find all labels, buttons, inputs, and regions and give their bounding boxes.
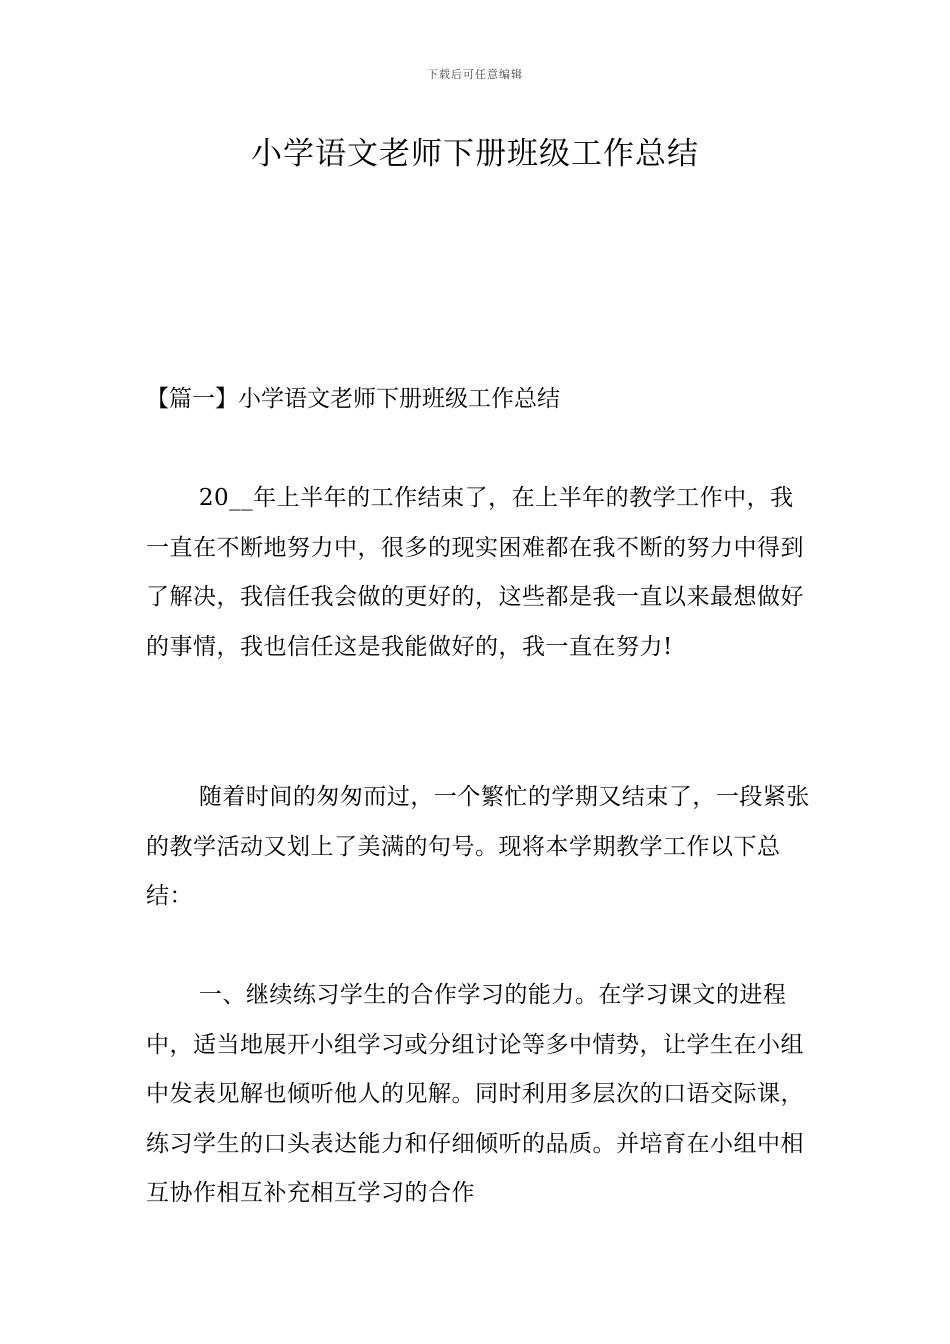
download-note: 下载后可任意编辑	[427, 68, 523, 81]
section-heading: 【篇一】小学语文老师下册班级工作总结	[146, 386, 560, 412]
paragraph-1: 20__年上半年的工作结束了，在上半年的教学工作中，我一直在不断地努力中，很多的现实困难都在我不断的努力中得到了解决，我信任我会做的更好的，这些都是我一直以来最想做好的事情，我也信任这是我能做好的，我一直在努力!	[146, 485, 804, 660]
paragraph-3: 一、继续练习学生的合作学习的能力。在学习课文的进程中，适当地展开小组学习或分组讨论等多中情势，让学生在小组中发表见解也倾听他人的见解。同时利用多层次的口语交际课，练习学生的口头表达能力和仔细倾听的品质。并培育在小组中相互协作相互补充相互学习的合作	[146, 982, 804, 1206]
document-title: 小学语文老师下册班级工作总结	[251, 136, 699, 172]
paragraph-2: 随着时间的匆匆而过，一个繁忙的学期又结束了，一段紧张的教学活动又划上了美满的句号。现将本学期教学工作以下总结：	[146, 784, 810, 909]
